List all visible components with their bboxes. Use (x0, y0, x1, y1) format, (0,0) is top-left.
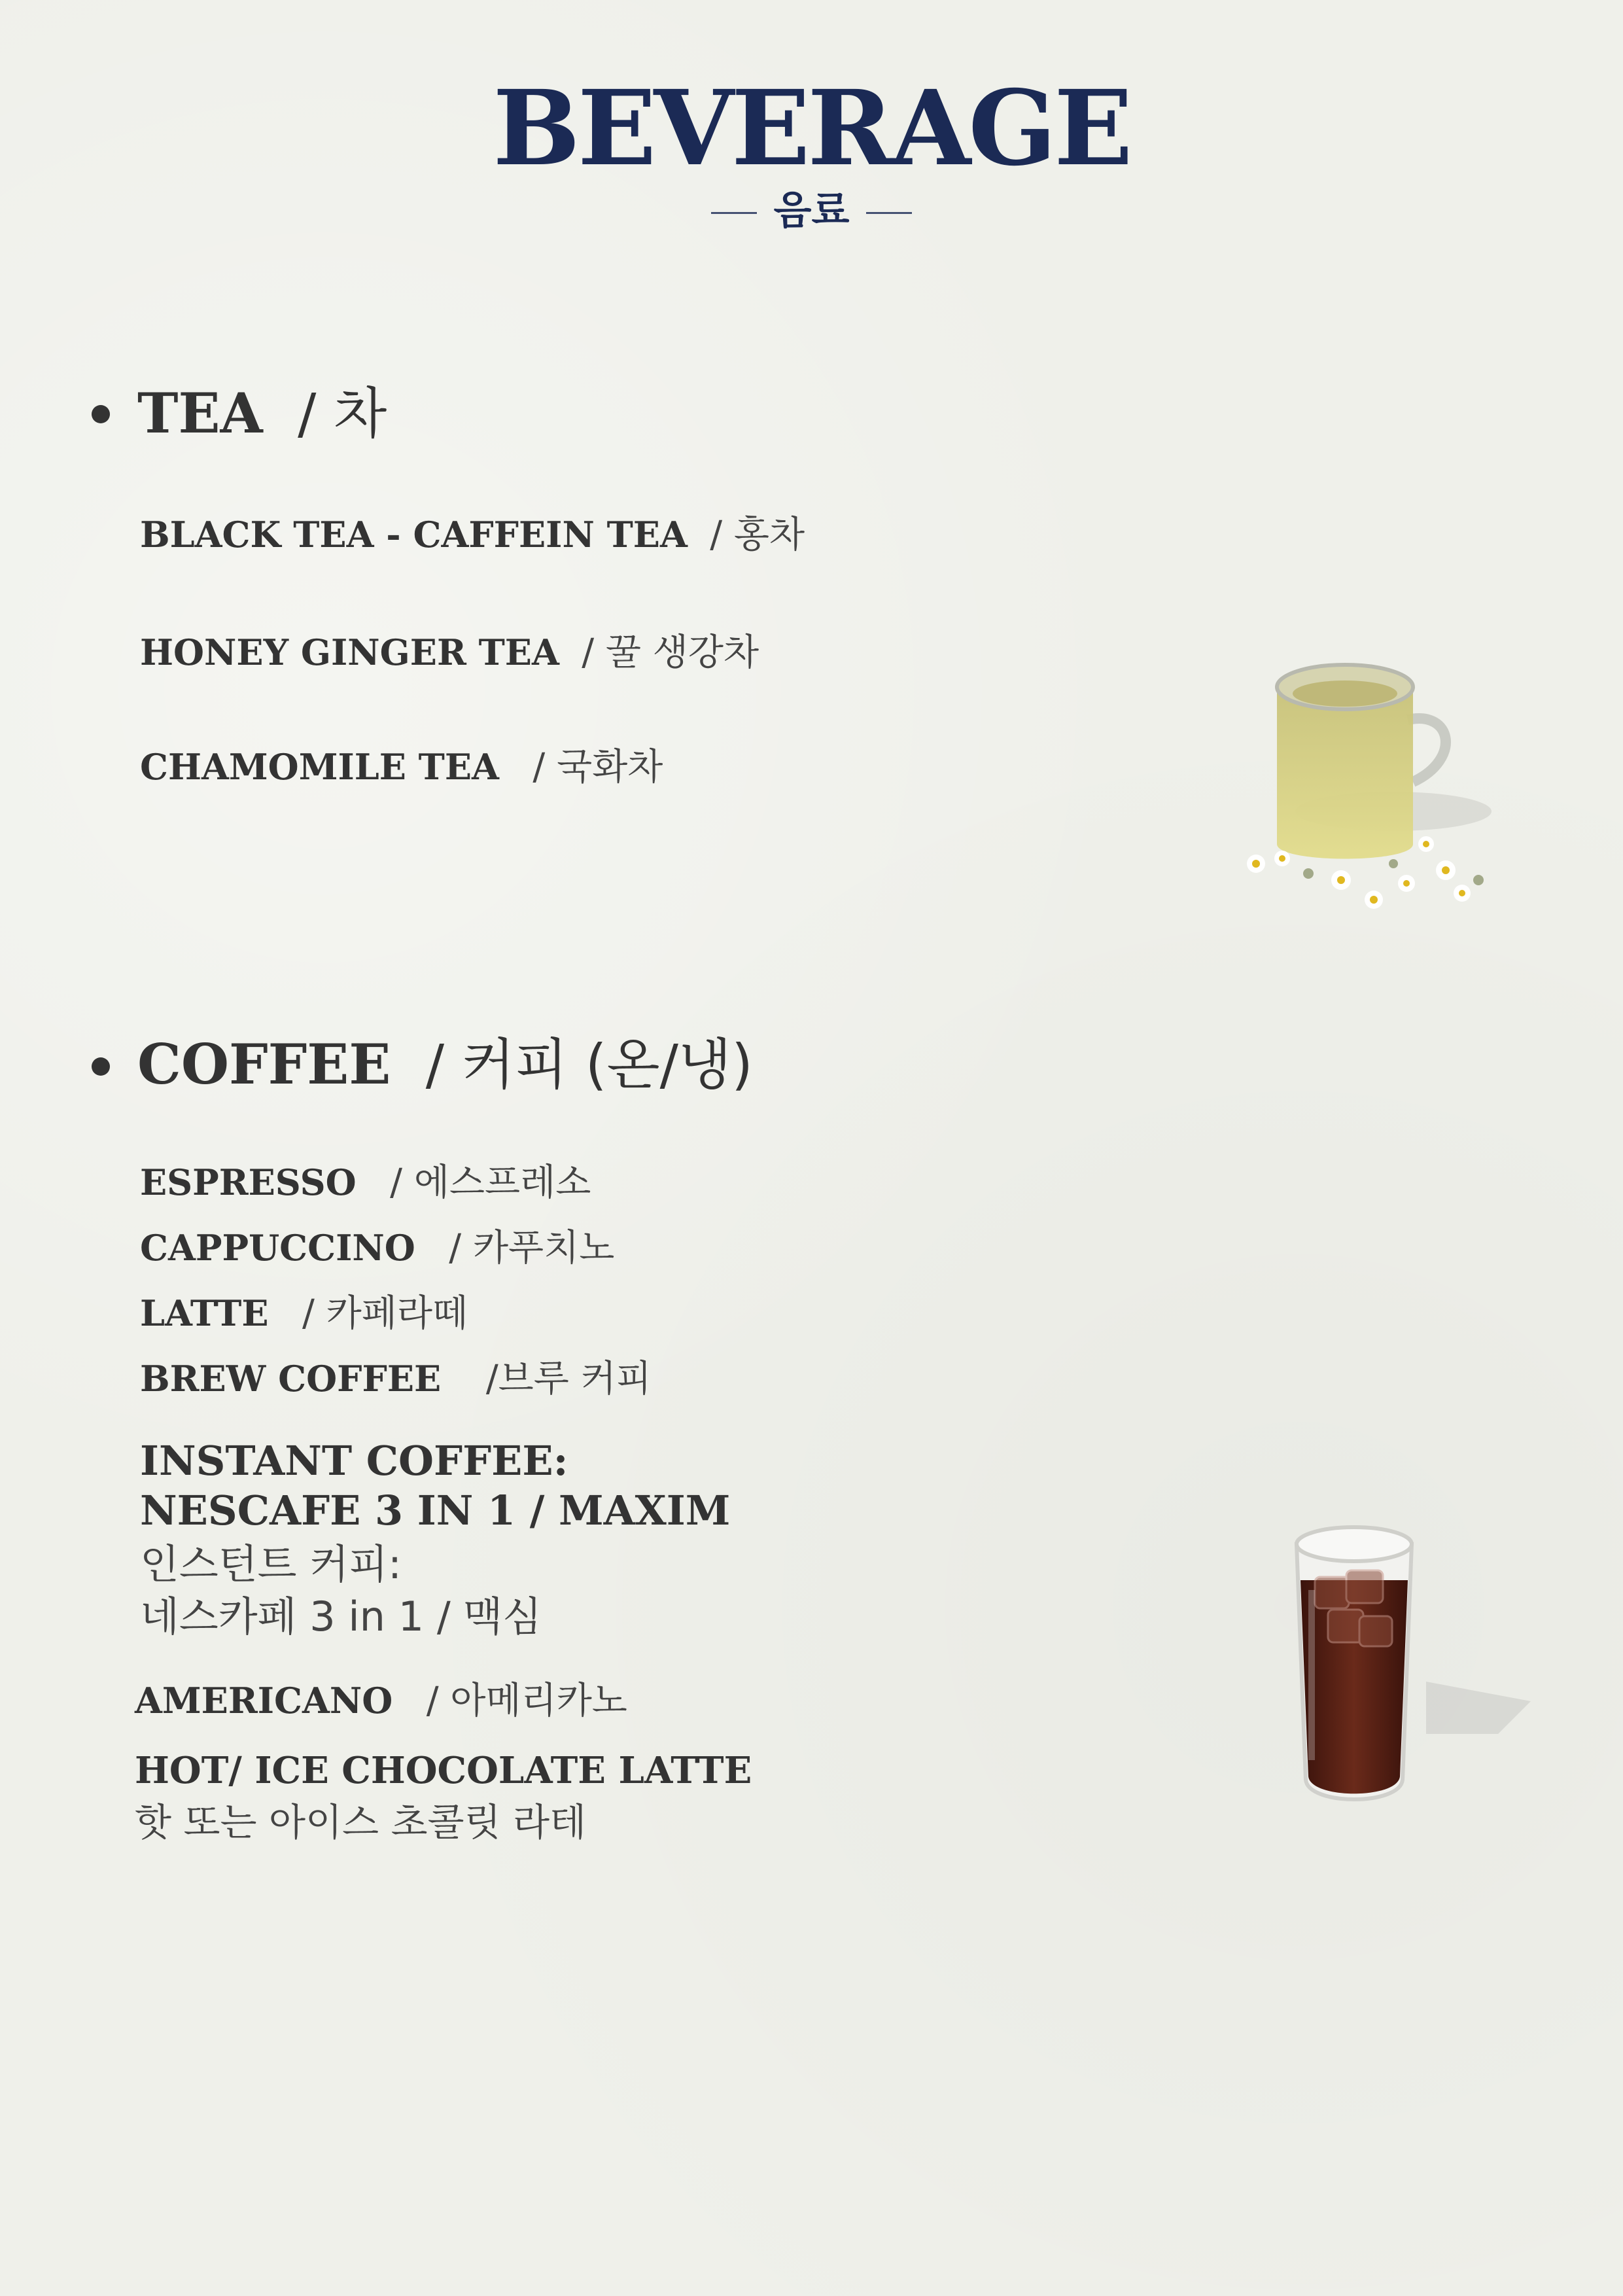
menu-item-honey-ginger-tea: HONEY GINGER TEA / 꿀 생강차 (140, 631, 759, 674)
page-title: BEVERAGE (493, 68, 1130, 189)
coffee-bullet-icon (92, 1057, 110, 1076)
menu-item-chocolate-latte: HOT/ ICE CHOCOLATE LATTE (135, 1749, 752, 1792)
menu-item-latte: LATTE / 카페라떼 (140, 1292, 468, 1335)
chamomile-tea-cup-photo (1236, 648, 1511, 949)
menu-item-chocolate-latte-ko: 핫 또는 아이스 초콜릿 라테 (135, 1800, 587, 1845)
menu-item-instant-coffee-line1: INSTANT COFFEE: (140, 1437, 568, 1485)
subtitle-rule-left (711, 212, 757, 214)
tea-heading: TEA / 차 (137, 381, 387, 446)
menu-item-chamomile-tea: CHAMOMILE TEA / 국화차 (140, 746, 663, 788)
subtitle-text: 음료 (773, 188, 850, 234)
menu-item-instant-coffee-ko1: 인스턴트 커피: (140, 1540, 402, 1588)
menu-item-instant-coffee-line2: NESCAFE 3 IN 1 / MAXIM (140, 1487, 731, 1534)
menu-item-cappuccino: CAPPUCCINO / 카푸치노 (140, 1227, 615, 1269)
tea-bullet-icon (92, 405, 110, 423)
subtitle-rule-right (866, 212, 912, 214)
iced-coffee-glass-photo (1282, 1518, 1544, 1819)
coffee-heading: COFFEE / 커피 (온/냉) (137, 1032, 753, 1097)
menu-item-americano: AMERICANO / 아메리카노 (135, 1680, 627, 1722)
menu-item-black-tea: BLACK TEA - CAFFEIN TEA / 홍차 (140, 514, 805, 556)
menu-item-brew-coffee: BREW COFFEE /브루 커피 (140, 1358, 652, 1400)
menu-item-espresso: ESPRESSO / 에스프레소 (140, 1161, 591, 1204)
menu-item-instant-coffee-ko2: 네스카페 3 in 1 / 맥심 (140, 1593, 542, 1640)
page-subtitle (0, 188, 1623, 234)
